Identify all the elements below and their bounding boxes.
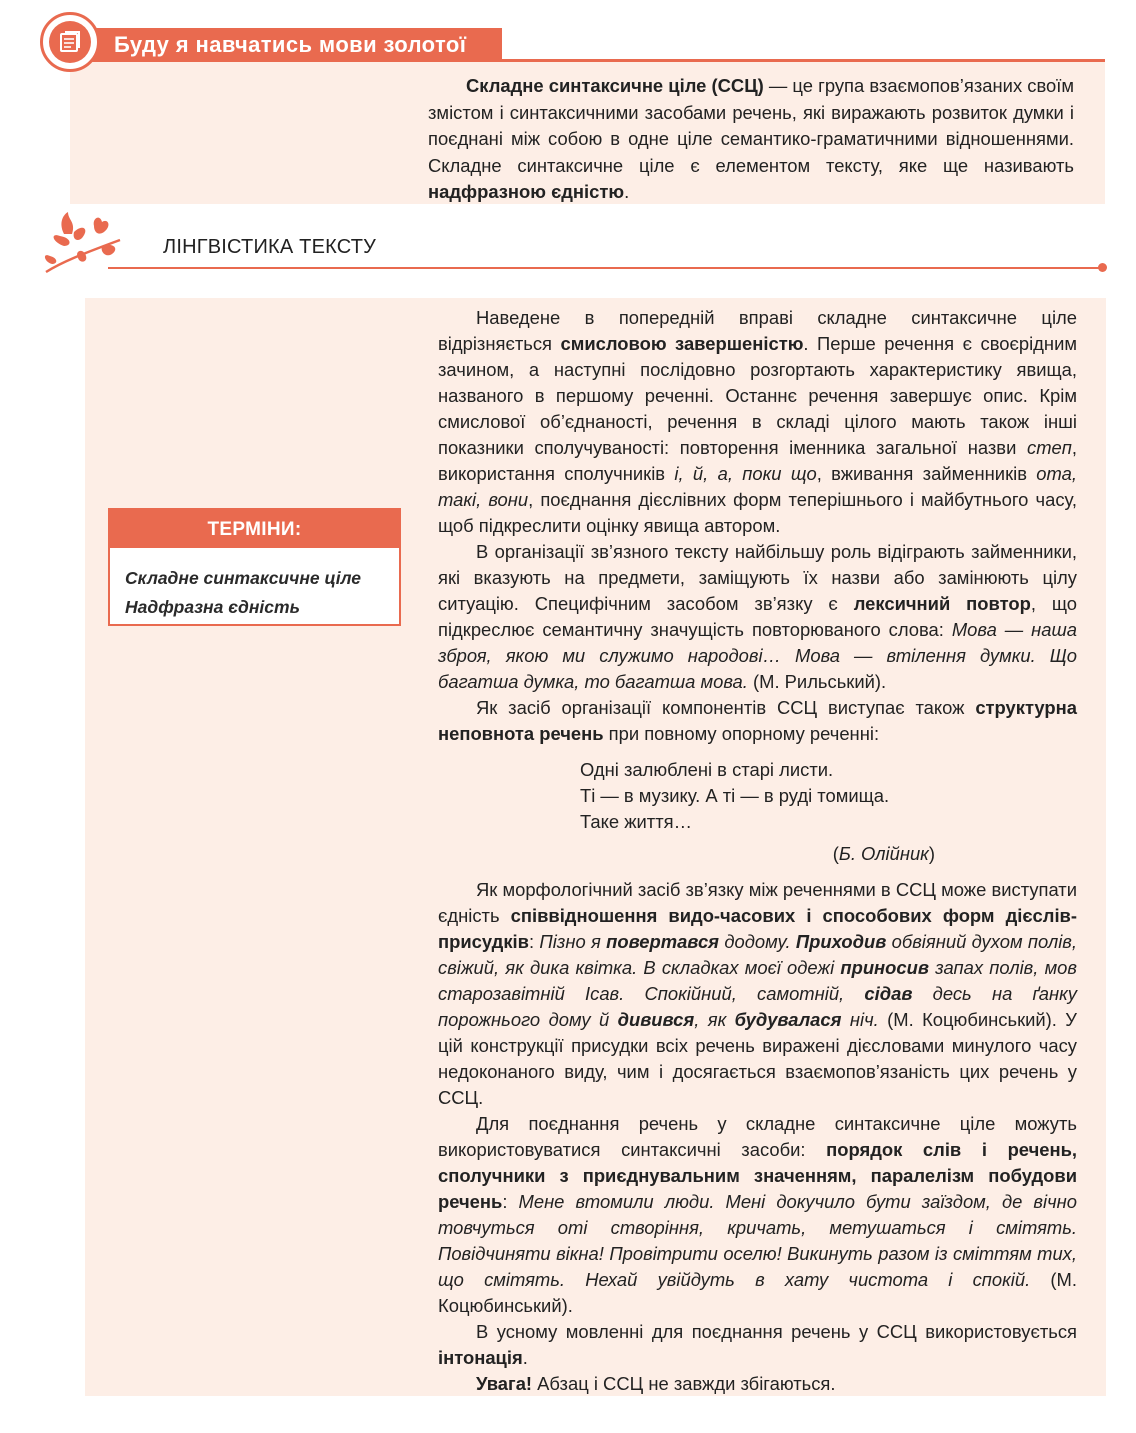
paragraph-2: В організації зв’язного тексту найбільшу роль відіграють займенники, які вказують на предмети, заміщують їх назви або замінюють цілу ситуацію. Специфічним засобом зв’язку є лексичний повтор, що підкреслює семантичну значущість повторюваного слова: Мова — наша зброя, якою ми служимо народові… Мова — втілення думки. Що багатша думка, то багатша мова. (М. Рильський).	[438, 541, 1077, 692]
definition-term: Складне синтаксичне ціле (ССЦ)	[466, 75, 764, 96]
paragraph-1: Наведене в попередній вправі складне синтаксичне ціле відрізняється смисловою завершеністю. Перше речення є своєрідним зачином, а наступні послідовно розгортають характеристику явища, названого в першому реченні. Останнє речення завершує опис. Крім смислової об’єднаності, речення в складі цілого мають також інші показники сполучуваності: повторення іменника загальної назви степ, використання сполучників і, й, а, поки що, вживання займенників ота, такі, вони, поєднання дієслівних форм теперішнього і майбутнього часу, щоб підкреслити оцінку явища автором.	[438, 307, 1078, 536]
section-title: ЛІНГВІСТИКА ТЕКСТУ	[163, 236, 377, 258]
poem-line: Одні залюблені в старі листи.	[580, 759, 834, 780]
header-title: Буду я навчатись мови золотої	[114, 32, 467, 57]
terms-list	[110, 548, 399, 622]
poem-quote	[580, 757, 1077, 835]
terms-item: Надфразна єдність	[125, 597, 300, 617]
terms-item: Складне синтаксичне ціле	[125, 568, 362, 588]
paragraph-6: В усному мовленні для поєднання речень у ССЦ використовується інтонація.	[438, 1321, 1077, 1368]
book-icon	[49, 21, 91, 63]
header-icon-badge	[40, 12, 100, 72]
header-banner	[70, 28, 502, 62]
paragraph-4: Як морфологічний засіб зв’язку між реченнями в ССЦ може виступати єдність співвідношення видо-часових і способових форм дієслів-присудків: Пізно я повертався додому. Приходив обвіяний духом полів, свіжий, як дика квітка. В складках моєї одежі приносив запах полів, мов старозавітній Ісав. Спокійний, самотній, сідав десь на ґанку порожнього дому й дивився, як будувалася ніч. (М. Коцюбинський). У цій конструкції присудки всіх речень виражені дієсловами минулого часу недоконаного виду, чим і досягається взаємопов’язаність цих речень у ССЦ.	[438, 879, 1078, 1108]
definition-text: Складне синтаксичне ціле (ССЦ) — це група взаємопов’язаних своїм змістом і синтаксичними засобами речень, які виражають розвиток думки і поєднані між собою в одне ціле семантико-граматичними відношеннями. Складне синтаксичне ціле є елементом тексту, яке ще називають надфразною єдністю.	[428, 75, 1075, 202]
terms-heading: ТЕРМІНИ:	[110, 510, 399, 548]
paragraph-5: Для поєднання речень у складне синтаксичне ціле можуть використовуватися синтаксичні засоби: порядок слів і речень, сполучники з приєднувальним значенням, паралелізм побудови речень: Мене втомили люди. Мені докучило бути заїздом, де вічно товчуться оті створіння, кричать, метушаться і смітять. Повідчиняти вікна! Провітрити оселю! Викинуть разом із сміттям тих, що смітять. Нехай увійдуть в хату чистота і спокій. (М. Коцюбинський).	[438, 1113, 1078, 1316]
section-rule-dot	[1098, 263, 1107, 272]
poem-line: Ті — в музику. А ті — в руді томища.	[580, 785, 890, 806]
section-rule	[108, 267, 1102, 269]
body-text	[438, 305, 1077, 1397]
paragraph-7: Увага! Абзац і ССЦ не завжди збігаються.	[476, 1373, 836, 1394]
poem-line: Таке життя…	[580, 811, 692, 832]
terms-card	[108, 508, 401, 626]
paragraph-3: Як засіб організації компонентів ССЦ виступає також структурна неповнота речень при повному опорному реченні:	[438, 697, 1077, 744]
poem-author: (Б. Олійник)	[832, 843, 935, 864]
